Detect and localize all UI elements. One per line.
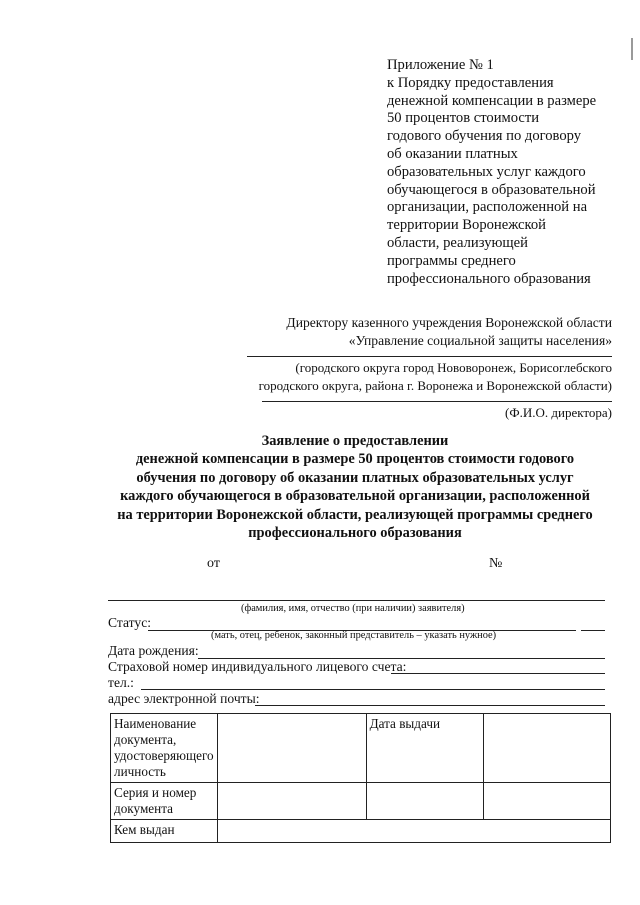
document-series-cell[interactable] (217, 783, 366, 820)
title-line: Заявление о предоставлении (261, 433, 449, 449)
appendix-line: 50 процентов стоимости (387, 110, 540, 127)
document-series-label: Серия и номер документа (111, 783, 218, 820)
identity-document-table (110, 713, 611, 843)
snils-field[interactable] (391, 673, 605, 674)
title-line: денежной компенсации в размере 50 процентов стоимости годового (135, 451, 575, 468)
table-row (111, 714, 611, 783)
application-title (90, 432, 620, 542)
appendix-line: образовательных услуг каждого (387, 163, 586, 180)
applicant-name-field[interactable] (108, 600, 605, 601)
phone-field[interactable] (141, 689, 605, 690)
title-line: на территории Воронежской области, реализующей программы среднего (117, 506, 593, 523)
title-line: каждого обучающегося в образовательной организации, расположенной (120, 488, 590, 505)
title-line: обучения по договору об оказании платных образовательных услуг (136, 469, 574, 486)
appendix-line: Приложение № 1 (387, 57, 494, 73)
status-field-tail[interactable] (581, 630, 605, 631)
appendix-line: денежной компенсации в размере (387, 92, 597, 109)
appendix-line: профессионального образования (387, 270, 591, 287)
document-name-label: Наименование документа, удостоверяющего личность (111, 714, 218, 783)
email-label: адрес электронной почты: (108, 691, 260, 706)
birth-date-label: Дата рождения: (108, 643, 199, 658)
table-row (111, 820, 611, 843)
appendix-line: годового обучения по договору (387, 128, 582, 145)
document-series-cell[interactable] (483, 783, 610, 820)
issue-date-cell[interactable] (483, 714, 610, 783)
appendix-header (387, 57, 627, 288)
issued-by-cell[interactable] (217, 820, 610, 843)
addressee-line: Директору казенного учреждения Воронежской области (286, 315, 612, 330)
number-label: № (489, 556, 503, 571)
director-name-fill-line[interactable] (262, 395, 612, 402)
addressee-line: «Управление социальной защиты населения» (348, 333, 612, 348)
appendix-line: программы среднего (387, 252, 516, 269)
page-edge-mark (631, 38, 633, 60)
addressee-hint: (городского округа город Нововоронеж, Борисоглебского (295, 360, 612, 375)
table-row (111, 783, 611, 820)
status-caption: (мать, отец, ребенок, законный представитель – указать нужное) (211, 630, 497, 641)
date-label: от (207, 556, 220, 571)
addressee-hint: городского округа, района г. Воронежа и Воронежской области) (258, 378, 612, 393)
appendix-line: обучающегося в образовательной (387, 181, 596, 198)
email-field[interactable] (255, 705, 605, 706)
appendix-line: организации, расположенной на (387, 199, 588, 216)
appendix-line: об оказании платных (387, 145, 518, 162)
snils-label: Страховой номер индивидуального лицевого счета: (108, 659, 407, 674)
title-line: профессионального образования (248, 525, 462, 542)
issue-date-label: Дата выдачи (366, 714, 483, 783)
appendix-line: области, реализующей (387, 234, 528, 251)
applicant-name-caption: (фамилия, имя, отчество (при наличии) заявителя) (241, 603, 465, 614)
issued-by-label: Кем выдан (111, 820, 218, 843)
addressee-block (240, 314, 612, 422)
director-name-hint: (Ф.И.О. директора) (505, 405, 612, 420)
phone-label: тел.: (108, 675, 134, 690)
appendix-line: к Порядку предоставления (387, 74, 554, 91)
status-label: Статус: (108, 615, 152, 630)
appendix-line: территории Воронежской (387, 217, 546, 234)
document-name-cell[interactable] (217, 714, 366, 783)
document-series-cell[interactable] (366, 783, 483, 820)
addressee-fill-line[interactable] (247, 350, 612, 357)
